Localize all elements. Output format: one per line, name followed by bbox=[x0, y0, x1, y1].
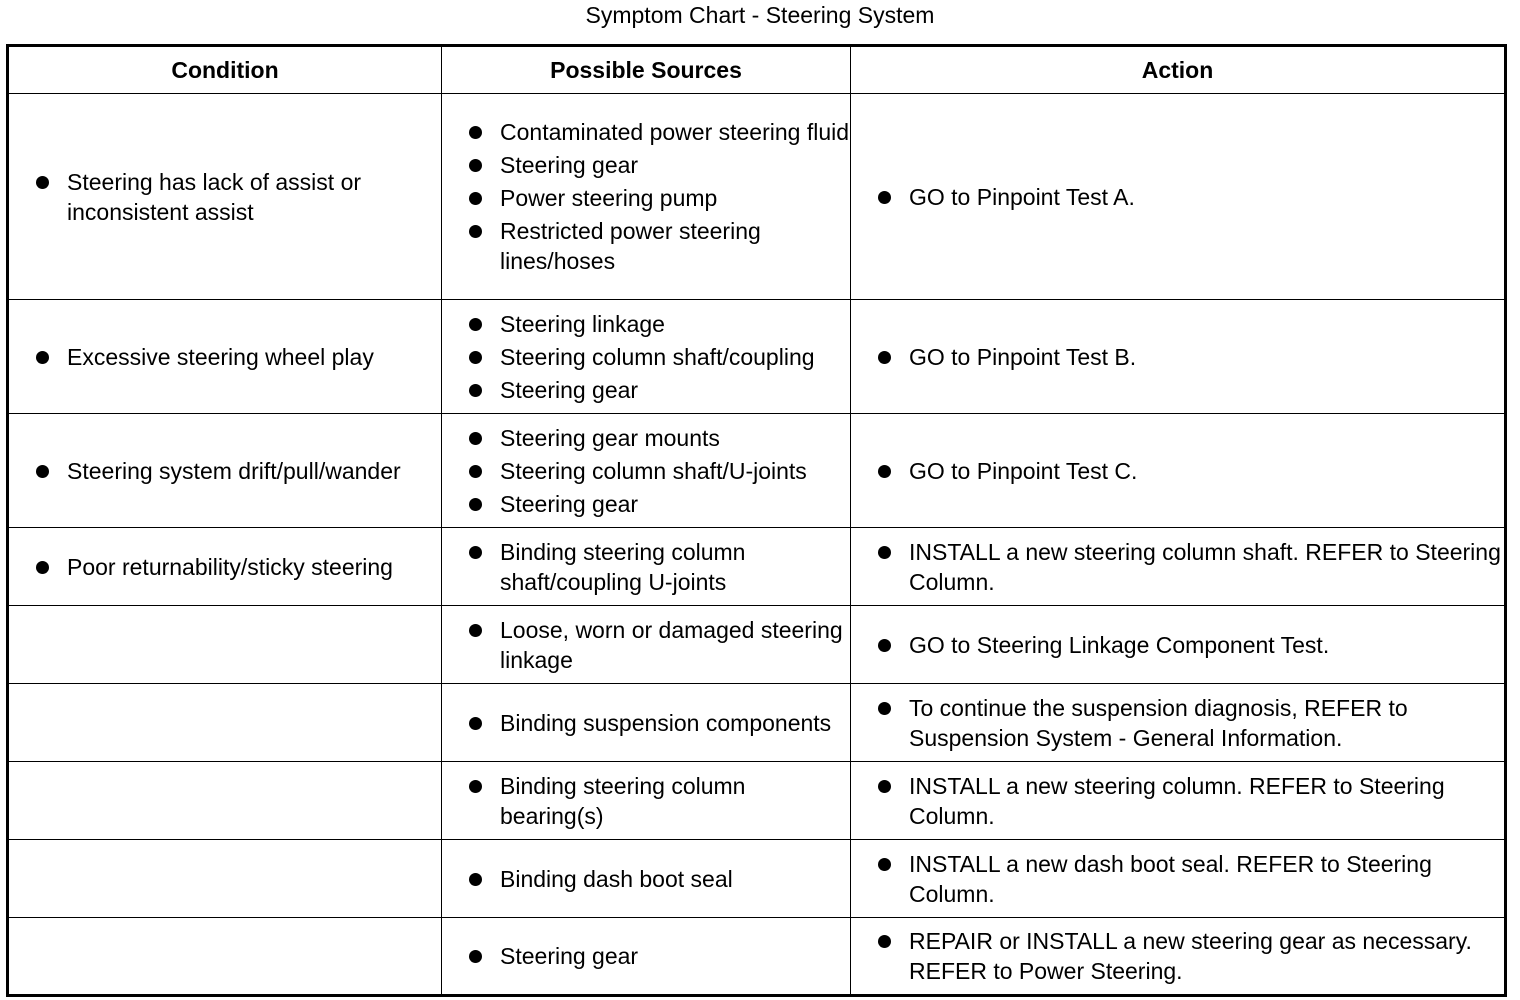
condition-cell bbox=[8, 414, 442, 528]
table-row bbox=[8, 684, 1506, 762]
list-item-text: Steering column shaft/U-joints bbox=[500, 457, 807, 484]
bullet-icon bbox=[469, 225, 482, 238]
list-item-text: GO to Steering Linkage Component Test. bbox=[909, 631, 1330, 658]
list-item bbox=[442, 309, 850, 339]
list-item bbox=[9, 552, 441, 582]
bullet-icon bbox=[36, 561, 49, 574]
list-item-text: Steering system drift/pull/wander bbox=[67, 457, 401, 484]
bullet-icon bbox=[469, 717, 482, 730]
bullet-icon bbox=[36, 176, 49, 189]
bullet-list bbox=[442, 117, 850, 276]
bullet-list bbox=[9, 342, 441, 372]
list-item-text: GO to Pinpoint Test A. bbox=[909, 183, 1135, 210]
list-item-text: Steering gear bbox=[500, 376, 639, 403]
condition-cell bbox=[8, 918, 442, 996]
bullet-icon bbox=[36, 465, 49, 478]
action-cell bbox=[851, 918, 1506, 996]
action-cell bbox=[851, 300, 1506, 414]
list-item-text: To continue the suspension diagnosis, REFER to Suspension System - General Information. bbox=[909, 694, 1408, 751]
sources-cell bbox=[442, 94, 851, 300]
list-item-text: Excessive steering wheel play bbox=[67, 343, 374, 370]
condition-cell bbox=[8, 606, 442, 684]
sources-cell bbox=[442, 840, 851, 918]
list-item bbox=[442, 150, 850, 180]
list-item-text: Steering column shaft/coupling bbox=[500, 343, 815, 370]
header-possible-sources: Possible Sources bbox=[442, 46, 851, 94]
list-item-text: INSTALL a new dash boot seal. REFER to Steering Column. bbox=[909, 850, 1432, 907]
bullet-list bbox=[442, 941, 850, 971]
condition-cell bbox=[8, 528, 442, 606]
list-item bbox=[442, 771, 850, 831]
bullet-list bbox=[442, 615, 850, 675]
header-row bbox=[8, 46, 1506, 94]
bullet-list bbox=[442, 537, 850, 597]
list-item-text: Steering gear bbox=[500, 943, 639, 969]
table-body bbox=[8, 94, 1506, 996]
chart-title: Symptom Chart - Steering System bbox=[585, 2, 935, 28]
bullet-list bbox=[851, 537, 1504, 597]
bullet-icon bbox=[36, 351, 49, 364]
bullet-icon bbox=[469, 498, 482, 511]
list-item-text: INSTALL a new steering column shaft. REFER to Steering Column. bbox=[909, 538, 1501, 595]
list-item bbox=[851, 537, 1504, 597]
bullet-list bbox=[442, 309, 850, 405]
list-item-text: Steering gear mounts bbox=[500, 424, 720, 451]
bullet-icon bbox=[878, 858, 891, 871]
bullet-list bbox=[442, 708, 850, 738]
bullet-list bbox=[851, 342, 1504, 372]
bullet-list bbox=[851, 456, 1504, 486]
sources-cell bbox=[442, 414, 851, 528]
action-cell bbox=[851, 94, 1506, 300]
list-item-text: Steering gear bbox=[500, 152, 639, 178]
bullet-icon bbox=[469, 384, 482, 397]
list-item-text: Binding dash boot seal bbox=[500, 865, 733, 892]
list-item bbox=[851, 456, 1504, 486]
list-item-text: Power steering pump bbox=[500, 185, 718, 211]
list-item bbox=[851, 630, 1504, 660]
bullet-icon bbox=[878, 465, 891, 478]
symptom-table bbox=[6, 44, 1507, 997]
list-item bbox=[442, 864, 850, 894]
bullet-icon bbox=[469, 318, 482, 331]
table-row bbox=[8, 300, 1506, 414]
list-item bbox=[851, 771, 1504, 831]
list-item bbox=[9, 167, 441, 227]
list-item-text: Loose, worn or damaged steering linkage bbox=[500, 616, 843, 673]
list-item bbox=[442, 342, 850, 372]
bullet-icon bbox=[469, 465, 482, 478]
list-item bbox=[442, 537, 850, 597]
bullet-list bbox=[442, 771, 850, 831]
sources-cell bbox=[442, 300, 851, 414]
bullet-icon bbox=[469, 624, 482, 637]
table-row bbox=[8, 414, 1506, 528]
bullet-icon bbox=[878, 351, 891, 364]
bullet-list bbox=[9, 552, 441, 582]
list-item-text: Binding suspension components bbox=[500, 709, 832, 736]
action-cell bbox=[851, 840, 1506, 918]
list-item-text: Poor returnability/sticky steering bbox=[67, 553, 393, 580]
bullet-list bbox=[851, 926, 1504, 986]
sources-cell bbox=[442, 684, 851, 762]
bullet-icon bbox=[469, 351, 482, 364]
list-item bbox=[442, 456, 850, 486]
list-item bbox=[851, 182, 1504, 212]
list-item bbox=[9, 342, 441, 372]
list-item-text: GO to Pinpoint Test C. bbox=[909, 457, 1138, 484]
bullet-icon bbox=[469, 780, 482, 793]
list-item-text: Contaminated power steering fluid bbox=[500, 119, 850, 145]
bullet-list bbox=[442, 864, 850, 894]
list-item-text: Binding steering column shaft/coupling U-joints bbox=[500, 538, 746, 595]
bullet-icon bbox=[469, 950, 482, 963]
list-item-text: REPAIR or INSTALL a new steering gear as necessary. REFER to Power Steering. bbox=[909, 928, 1472, 984]
header-action: Action bbox=[851, 46, 1506, 94]
list-item bbox=[442, 216, 850, 276]
bullet-icon bbox=[469, 159, 482, 172]
bullet-icon bbox=[469, 873, 482, 886]
list-item bbox=[442, 489, 850, 519]
bullet-list bbox=[9, 456, 441, 486]
bullet-icon bbox=[878, 702, 891, 715]
condition-cell bbox=[8, 840, 442, 918]
action-cell bbox=[851, 606, 1506, 684]
table-row bbox=[8, 762, 1506, 840]
bullet-icon bbox=[469, 432, 482, 445]
list-item bbox=[851, 342, 1504, 372]
table-row bbox=[8, 840, 1506, 918]
list-item bbox=[442, 708, 850, 738]
bullet-list bbox=[442, 423, 850, 519]
bullet-list bbox=[851, 630, 1504, 660]
list-item-text: INSTALL a new steering column. REFER to Steering Column. bbox=[909, 772, 1445, 829]
bullet-icon bbox=[878, 191, 891, 204]
list-item-text: Restricted power steering lines/hoses bbox=[500, 218, 761, 274]
table-row bbox=[8, 94, 1506, 300]
bullet-icon bbox=[878, 780, 891, 793]
bullet-list bbox=[851, 849, 1504, 909]
list-item bbox=[851, 693, 1504, 753]
sources-cell bbox=[442, 918, 851, 996]
condition-cell bbox=[8, 94, 442, 300]
list-item bbox=[442, 375, 850, 405]
list-item bbox=[9, 456, 441, 486]
list-item-text: Steering linkage bbox=[500, 310, 665, 337]
table-row bbox=[8, 528, 1506, 606]
list-item bbox=[442, 941, 850, 971]
list-item bbox=[442, 615, 850, 675]
bullet-list bbox=[9, 167, 441, 227]
bullet-list bbox=[851, 182, 1504, 212]
action-cell bbox=[851, 762, 1506, 840]
table-row bbox=[8, 606, 1506, 684]
list-item bbox=[442, 183, 850, 213]
list-item bbox=[442, 117, 850, 147]
list-item-text: GO to Pinpoint Test B. bbox=[909, 343, 1137, 370]
bullet-list bbox=[851, 771, 1504, 831]
list-item bbox=[851, 926, 1504, 986]
list-item-text: Steering gear bbox=[500, 490, 639, 517]
bullet-icon bbox=[469, 546, 482, 559]
sources-cell bbox=[442, 528, 851, 606]
action-cell bbox=[851, 528, 1506, 606]
list-item bbox=[851, 849, 1504, 909]
list-item-text: Binding steering column bearing(s) bbox=[500, 772, 746, 829]
bullet-icon bbox=[469, 192, 482, 205]
bullet-icon bbox=[469, 126, 482, 139]
condition-cell bbox=[8, 684, 442, 762]
condition-cell bbox=[8, 300, 442, 414]
action-cell bbox=[851, 684, 1506, 762]
list-item-text: Steering has lack of assist or inconsistent assist bbox=[67, 168, 362, 225]
action-cell bbox=[851, 414, 1506, 528]
header-condition: Condition bbox=[8, 46, 442, 94]
list-item bbox=[442, 423, 850, 453]
condition-cell bbox=[8, 762, 442, 840]
bullet-icon bbox=[878, 639, 891, 652]
sources-cell bbox=[442, 606, 851, 684]
bullet-icon bbox=[878, 546, 891, 559]
bullet-list bbox=[851, 693, 1504, 753]
sources-cell bbox=[442, 762, 851, 840]
bullet-icon bbox=[878, 935, 891, 948]
table-row bbox=[8, 918, 1506, 996]
